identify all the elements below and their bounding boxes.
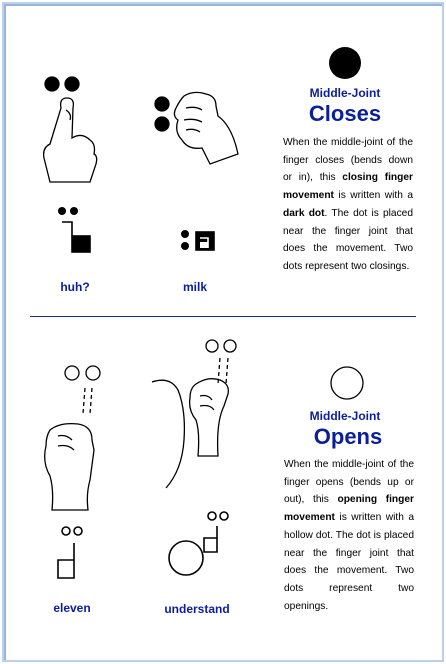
closes-description: When the middle-joint of the finger closes (bends down or in), this closing finger movement is written with a dark dot. The dot is placed near the finger joint that does the movement. Two dots represent two closings. [283,137,413,272]
opens-subtitle: Middle-Joint [309,409,381,423]
closes-subtitle: Middle-Joint [309,86,381,100]
opens-title: Opens [313,424,383,449]
understand-hand-illustration [152,340,236,488]
hollow-dot-example [331,367,363,399]
understand-symbol [169,512,228,575]
closes-title: Closes [308,101,382,126]
eleven-symbol [58,527,82,578]
eleven-hand-illustration [45,366,100,510]
milk-caption: milk [182,280,207,294]
opens-description: When the middle-joint of the finger opens (bends up or out), this opening finger movement is written with a hollow dot. The dot is placed near the finger joint that does the movement. Two dots represent two openings. [284,459,414,612]
huh-symbol [58,207,90,252]
milk-symbol [181,230,214,250]
eleven-caption: eleven [53,601,91,615]
huh-caption: huh? [60,280,90,294]
huh-hand-illustration [44,77,97,182]
section-divider [30,316,416,317]
dark-dot-example [329,47,361,79]
milk-hand-illustration [155,92,238,164]
understand-caption: understand [164,602,230,616]
